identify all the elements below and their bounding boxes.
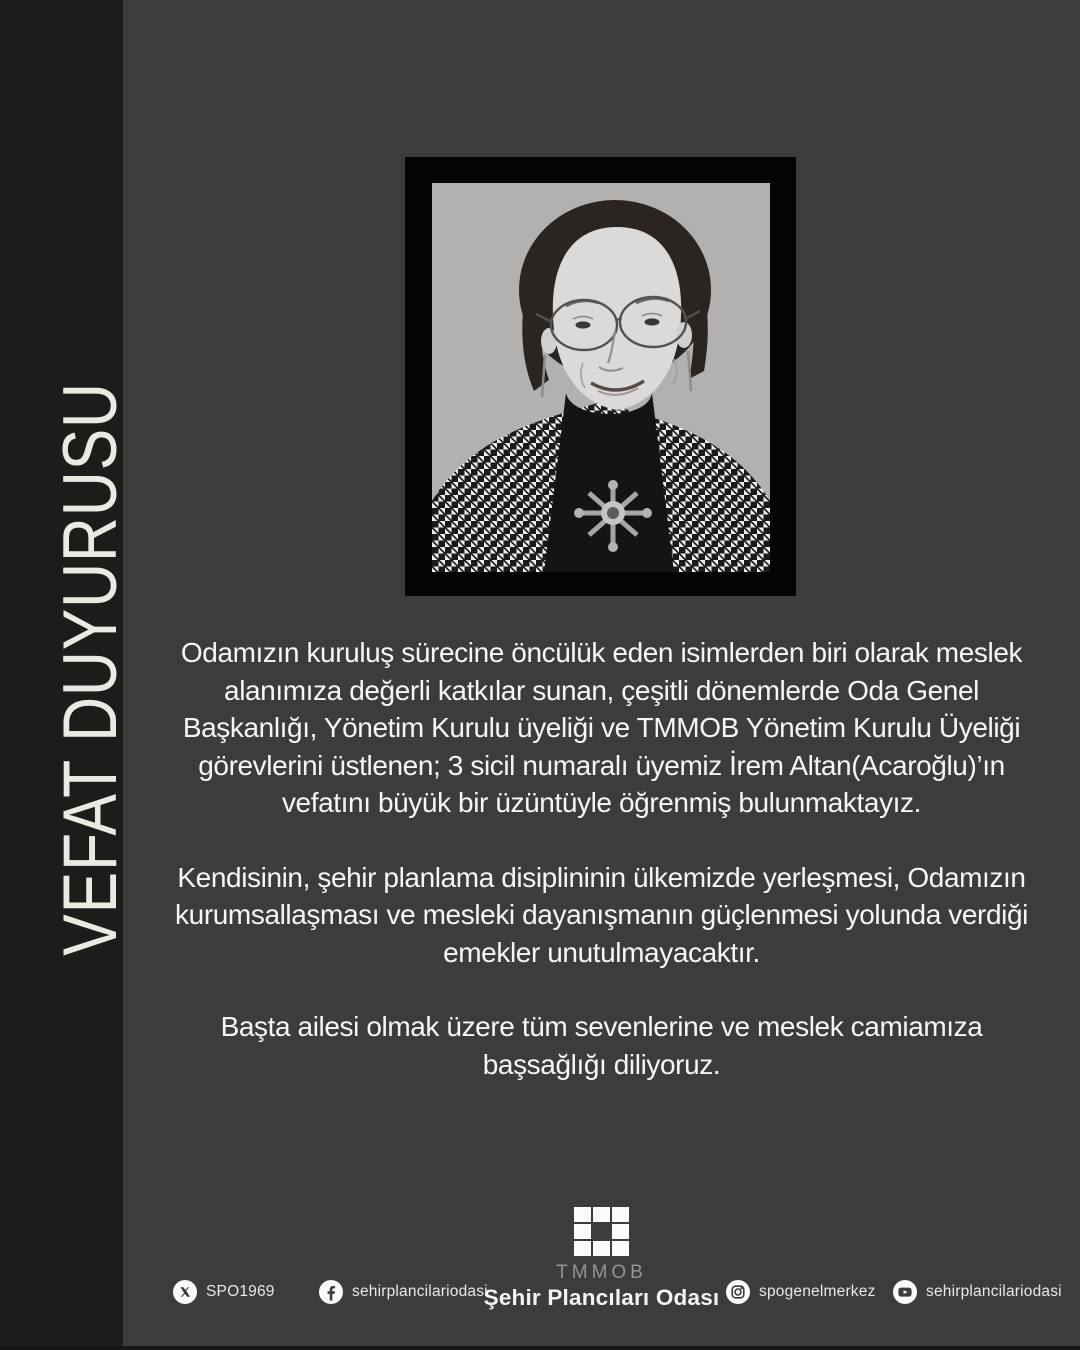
text-line: kurumsallaşması ve mesleki dayanışmanın güçlenmesi yolunda verdiği <box>175 899 1028 930</box>
social-instagram[interactable] <box>726 1279 876 1304</box>
social-handle: spogenelmerkez <box>759 1282 876 1300</box>
tmmob-logo-grid <box>574 1207 629 1256</box>
text-line: başsağlığı diliyoruz. <box>482 1048 721 1080</box>
portrait-frame <box>405 157 796 596</box>
paragraph <box>123 1008 1080 1083</box>
portrait-photo <box>432 183 770 572</box>
text-line: Odamızın kuruluş sürecine öncülük eden isimlerden biri olarak meslek <box>180 637 1023 668</box>
text-line: emekler unutulmayacaktır. <box>443 936 760 968</box>
vertical-title: VEFAT DUYURUSU <box>48 382 133 956</box>
bottom-edge <box>0 1346 1080 1350</box>
text-line: Başta ailesi olmak üzere tüm sevenlerine ve meslek camiamıza <box>220 1011 983 1042</box>
organization-name: Şehir Plancıları Odası <box>483 1285 720 1310</box>
paragraph <box>123 634 1080 822</box>
social-youtube[interactable] <box>893 1279 1062 1304</box>
instagram-icon <box>726 1280 750 1304</box>
social-handle: sehirplancilariodasi <box>926 1282 1062 1300</box>
tmmob-label: TMMOB <box>556 1262 647 1283</box>
announcement-text <box>123 634 1080 1120</box>
text-line: alanımıza değerli katkılar sunan, çeşitli dönemlerde Oda Genel <box>224 674 979 706</box>
social-handle: SPO1969 <box>206 1282 275 1300</box>
youtube-icon <box>893 1280 917 1304</box>
text-line: görevlerini üstlenen; 3 sicil numaralı üyemiz İrem Altan(Acaroğlu)’ın <box>198 749 1005 781</box>
text-line: Kendisinin, şehir planlama disiplininin ülkemizde yerleşmesi, Odamızın <box>177 861 1026 893</box>
text-line: Başkanlığı, Yönetim Kurulu üyeliği ve TMMOB Yönetim Kurulu Üyeliği <box>182 712 1021 743</box>
paragraph <box>123 859 1080 972</box>
social-handle: sehirplancilariodasi <box>352 1282 488 1300</box>
text-line: vefatını büyük bir üzüntüyle öğrenmiş bulunmaktayız. <box>281 787 922 818</box>
